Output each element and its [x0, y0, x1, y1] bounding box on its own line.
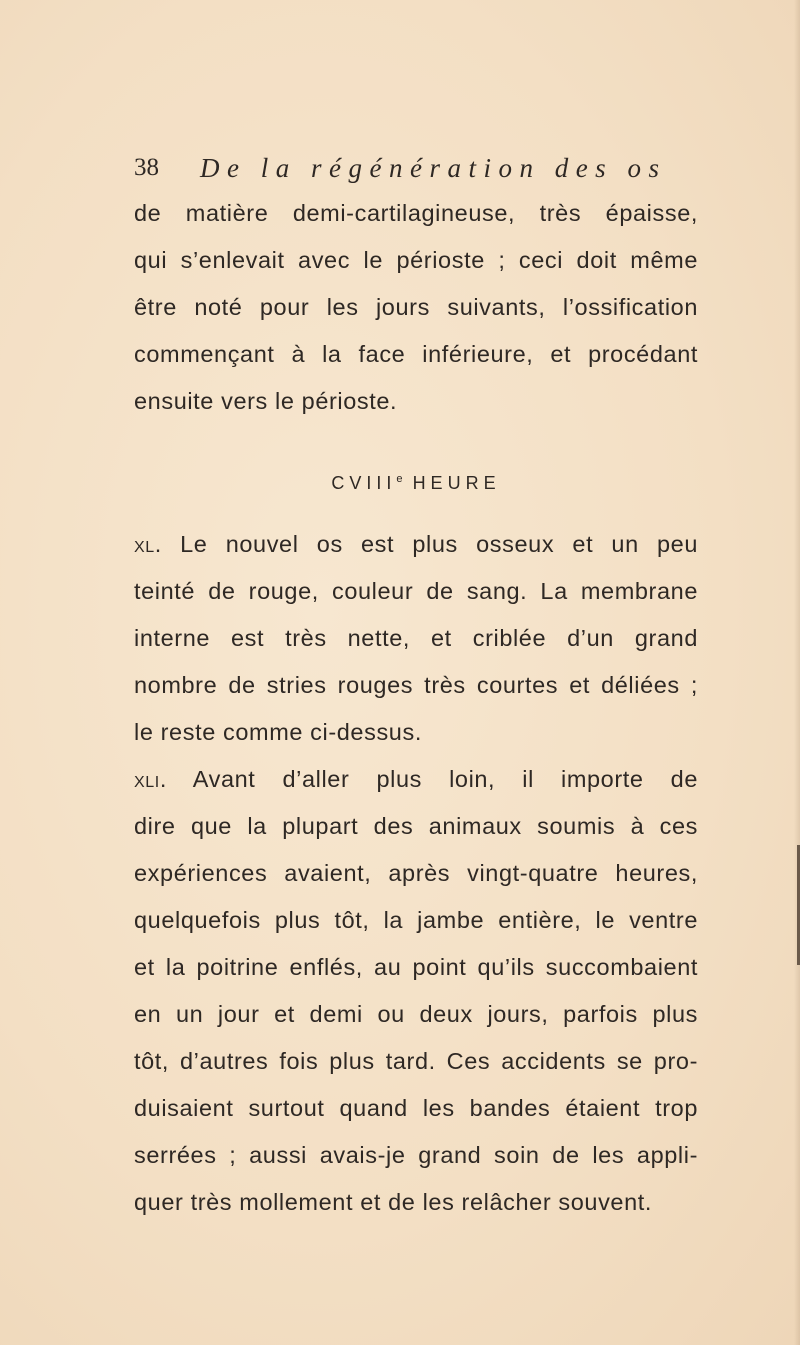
page-edge-shadow	[794, 0, 800, 1345]
text-line: quer très mollement et de les relâcher souvent.	[134, 1189, 653, 1215]
text-line: être noté pour les jours suivants, l’ossification	[134, 294, 698, 320]
page-header	[134, 148, 694, 188]
paragraph-number: xl.	[134, 531, 162, 557]
text-line: interne est très nette, et criblée d’un grand	[134, 625, 698, 651]
text-line	[134, 756, 698, 803]
text-line: ensuite vers le périoste.	[134, 388, 398, 414]
paragraph-1	[134, 190, 698, 425]
text-fragment: Avant d’aller plus loin, il importe de	[192, 766, 698, 792]
text-line: en un jour et demi ou deux jours, parfois plus	[134, 1001, 698, 1027]
text-line: teinté de rouge, couleur de sang. La membrane	[134, 578, 698, 604]
text-line: expériences avaient, après vingt-quatre heures,	[134, 860, 698, 886]
text-line: duisaient surtout quand les bandes étaient trop	[134, 1095, 698, 1121]
paragraph-3	[134, 756, 698, 1226]
text-line: serrées ; aussi avais-je grand soin de les appli-	[134, 1142, 698, 1168]
heading-numeral: CVIII	[331, 473, 397, 493]
text-line: le reste comme ci-dessus.	[134, 719, 422, 745]
text-line: dire que la plupart des animaux soumis à ces	[134, 813, 698, 839]
text-line: nombre de stries rouges très courtes et déliées ;	[134, 672, 698, 698]
heading-superscript: e	[396, 473, 403, 485]
text-line: quelquefois plus tôt, la jambe entière, le ventre	[134, 907, 698, 933]
heading-word: HEURE	[412, 473, 501, 493]
paragraph-number: xli.	[134, 766, 167, 792]
text-line: tôt, d’autres fois plus tard. Ces accidents se pro-	[134, 1048, 698, 1074]
text-fragment: Le nouvel os est plus osseux et un peu	[180, 531, 698, 557]
text-line	[134, 521, 698, 568]
running-title: De la régénération des os	[200, 153, 667, 183]
section-heading	[134, 431, 698, 527]
text-line: et la poitrine enflés, au point qu’ils succombaient	[134, 954, 698, 980]
paragraph-2	[134, 521, 698, 756]
text-line: de matière demi-cartilagineuse, très épaisse,	[134, 200, 698, 226]
text-line: commençant à la face inférieure, et procédant	[134, 341, 698, 367]
body-text	[134, 190, 698, 1226]
text-line: qui s’enlevait avec le périoste ; ceci doit même	[134, 247, 698, 273]
page-number: 38	[134, 154, 159, 181]
